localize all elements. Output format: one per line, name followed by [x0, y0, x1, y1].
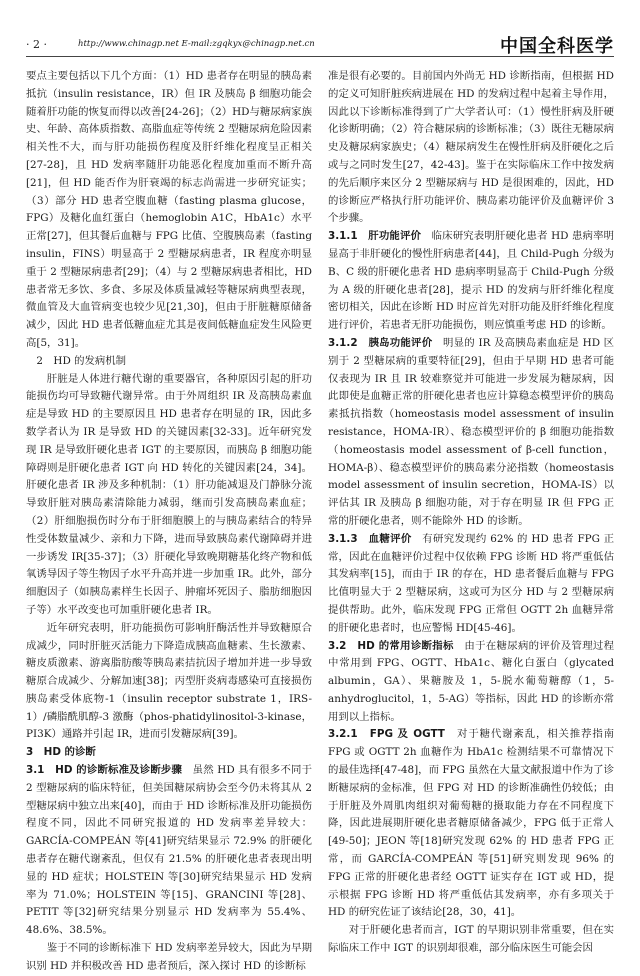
- subsection-heading: 3.2.1 FPG 及 OGTT: [328, 728, 445, 741]
- right-column: [328, 68, 615, 955]
- paragraph-text: 明显的 IR 及高胰岛素血症是 HD 区别于 2 型糖尿病的重要特征[29]，但由于早期 HD 患者可能仅表现为 IR 且 IR 较难察觉并可能进一步发展为糖尿病，因此即使是血糖正常的肝硬化患者也应计算稳态模型评价的胰岛素抵抗指数（homeostasis model assessment of insulin resistance，HOMA-IR）、稳态模型评价的 β 细胞功能指数（homeostasis model assessment of β-cell function，HOMA-β）、稳态模型评价的胰岛素分泌指数（homeostasis model assessment of insulin secretion，HOMA-IS）以评估其 IR 及胰岛 β 细胞功能，对于存在明显 IR 但 FPG 正常的肝硬化患者，则不能除外 HD 的诊断。: [328, 336, 615, 527]
- journal-logo: 中国全科医学: [500, 36, 614, 57]
- section-heading: 3 HD 的诊断: [26, 746, 96, 759]
- paragraph: 对于肝硬化患者而言，IGT 的早期识别非常重要，但在实际临床工作中 IGT 的识别却很难，部分临床医生可能会因: [328, 924, 614, 955]
- paragraph: [328, 726, 614, 922]
- paragraph: [328, 335, 614, 531]
- paragraph-text: 虽然 HD 具有很多不同于 2 型糖尿病的临床特征，但美国糖尿病协会至今仍未将其从 2 型糖尿病中独立出来[40]，而由于 HD 诊断标准及肝功能损伤程度不同，因此不同研究报道的 HD 发病率差异较大：GARCÍA-COMPEÁN 等[41]研究结果显示 72.9% 的肝硬化患者存在糖代谢紊乱，但仅有 21.5% 的肝硬化患者表现出明显的 HD 症状；HOLSTEIN 等[30]研究结果显示 HD 发病率为 71.0%；HOLSTEIN 等[15]、GRANCINI 等[28]、PETIT 等[32]研究结果分别显示 HD 发病率为 55.4%、48.6%、38.5%。: [26, 764, 312, 937]
- subsection-heading: 3.2 HD 的常用诊断指标: [328, 639, 454, 652]
- page-number: · 2 ·: [26, 38, 47, 51]
- paragraph: 准是很有必要的。目前国内外尚无 HD 诊断指南，但根据 HD 的定义可知肝脏疾病进展在 HD 的发病过程中起着主导作用，因此以下诊断标准得到了广大学者认可：（1）慢性肝病及肝硬化诊断明确；（2）符合糖尿病的诊断标准；（3）既往无糖尿病史及糖尿病家族史；（4）糖尿病发生在慢性肝病及肝硬化之后或与之同时发生[27，42-43]。鉴于在实际临床工作中按发病的先后顺序来区分 2 型糖尿病与 HD 是很困难的，因此，HD 的诊断应严格执行肝功能评价、胰岛素功能评价及血糖评价 3 个步骤。: [328, 70, 614, 225]
- page-header: [26, 30, 614, 57]
- paragraph: 肝脏是人体进行糖代谢的重要器官，各种原因引起的肝功能损伤均可导致糖代谢异常。由于外周组织 IR 及高胰岛素血症是导致 HD 的主要原因且 HD 患者存在明显的 IR，因此多数学者认为 IR 是导致 HD 的关键因素[32-33]。近年研究发现 IR 是导致肝硬化患者 IGT 的主要原因，而胰岛 β 细胞功能障碍则是肝硬化患者 IGT 向 HD 转化的关键因素[24，34]。肝硬化患者 IR 涉及多种机制：（1）肝功能减退及门静脉分流导致肝脏对胰岛素清除能力减弱，继而引发高胰岛素血症；（2）肝细胞损伤时分布于肝细胞膜上的与胰岛素结合的特异性受体数量减少、亲和力下降，进而导致胰岛素代谢障碍并进一步诱发 IR[35-37]；（3）肝硬化导致晚期糖基化终产物和低氧诱导因子等生物因子水平升高并进一步加重 IR。此外，部分细胞因子（如胰岛素样生长因子、肿瘤坏死因子、脂肪细胞因子等）水平改变也可加重肝硬化患者 IR。: [26, 372, 312, 616]
- journal-url: http://www.chinagp.net E-mail:zgqkyx@chinagp.net.cn: [78, 39, 315, 49]
- paragraph-text: 对于糖代谢紊乱，相关推荐指南 FPG 或 OGTT 2h 血糖作为 HbA1c 检测结果不可靠情况下的最佳选择[47-48]，而 FPG 虽然在大量文献报道中作为了诊断糖尿病的金标准，但 FPG 对 HD 的诊断准确性仍较低；由于肝脏及外周肌肉组织对葡萄糖的摄取能力存在不同程度下降，因此进展期肝硬化患者糖原储备减少，FPG 低于正常人[49-50]；JEON 等[18]研究发现 62% 的 HD 患者 FPG 正常，而 GARCÍA-COMPEÁN 等[51]研究则发现 96% 的 FPG 正常的肝硬化患者经 OGTT 证实存在 IGT 或 HD，提示根据 FPG 诊断 HD 将严重低估其发病率，亦有多项关于 HD 的研究佐证了该结论[28，30，41]。: [328, 728, 615, 919]
- article-body: [26, 68, 615, 972]
- paragraph-text: 临床研究表明肝硬化患者 HD 患病率明显高于非肝硬化的慢性肝病患者[44]，且 Child-Pugh 分级为 B、C 级的肝硬化患者 HD 患病率明显高于 Child-Pugh 分级为 A 级的肝硬化患者[28]，提示 HD 的发病与肝纤维化程度密切相关，因此在诊断 HD 时应首先对肝功能及肝纤维化程度进行评价，若患者无肝功能损伤，则应慎重考虑 HD 的诊断。: [328, 230, 615, 332]
- paragraph: 要点主要包括以下几个方面：（1）HD 患者存在明显的胰岛素抵抗（insulin resistance，IR）但 IR 及胰岛 β 细胞功能会随着肝功能的恢复而得以改善[24-26]；（2）HD与糖尿病家族史、年龄、高体质指数、高脂血症等传统 2 型糖尿病危险因素相关性不大，而与肝功能损伤程度及肝纤维化程度呈正相关[27-28]，且 HD 发病率随肝功能恶化程度加重而不断升高[21]，但 HD 能否作为肝衰竭的标志尚需进一步研究证实；（3）部分 HD 患者空腹血糖（fasting plasma glucose，FPG）及糖化血红蛋白（hemoglobin A1C，HbA1c）水平正常[27]，但其餐后血糖与 FPG 比值、空腹胰岛素（fasting insulin，FINS）明显高于 2 型糖尿病患者，IR 程度亦明显重于 2 型糖尿病患者[29]；（4）与 2 型糖尿病患者相比，HD 患者常无多饮、多食、多尿及体质量减轻等糖尿病典型表现，微血管及大血管病变也较少见[21,30]，但由于肝脏糖原储备减少，因此 HD 患者低糖血症尤其是夜间低糖血症发生风险更高[5，31]。: [26, 70, 312, 349]
- paragraph: 鉴于不同的诊断标准下 HD 发病率差异较大，因此为早期识别 HD 并积极改善 HD 患者预后，深入探讨 HD 的诊断标: [26, 942, 312, 972]
- section-heading: 2 HD 的发病机制: [36, 354, 127, 367]
- paragraph-text: 由于在糖尿病的评价及管理过程中常用到 FPG、OGTT、HbA1c、糖化白蛋白（glycated albumin，GA）、果糖胺及 1，5-脱水葡萄糖醇（1，5-anhydroglucitol，1，5-AG）等指标，因此 HD 的诊断亦常用到以上指标。: [328, 639, 615, 723]
- paragraph: [328, 638, 614, 727]
- paragraph: [328, 228, 614, 335]
- paragraph: [26, 762, 312, 940]
- left-column: [26, 68, 312, 972]
- subsection-heading: 3.1 HD 的诊断标准及诊断步骤: [26, 764, 183, 777]
- paragraph-text: 有研究发现约 62% 的 HD 患者 FPG 正常，因此在血糖评价过程中仅依赖 FPG 诊断 HD 将严重低估其发病率[15]，而由于 IR 的存在，HD 患者餐后血糖与 FPG 比值明显大于 2 型糖尿病，这或可为区分 HD 与 2 型糖尿病提供帮助。此外，临床发现 FPG 正常但 OGTT 2h 血糖异常的肝硬化患者时，也应警惕 HD[45-46]。: [328, 532, 614, 634]
- subsection-heading: 3.1.2 胰岛功能评价: [328, 336, 433, 349]
- subsection-heading: 3.1.1 肝功能评价: [328, 230, 422, 243]
- paragraph: [328, 531, 614, 638]
- paragraph: 近年研究表明，肝功能损伤可影响肝酶活性并导致糖原合成减少，同时肝脏灭活能力下降造成胰高血糖素、生长激素、糖皮质激素、游离脂肪酸等胰岛素拮抗因子增加并进一步导致糖原合成减少、分解加速[38]；丙型肝炎病毒感染可直接损伤胰岛素受体底物-1（insulin receptor substrate 1，IRS-1）/磷脂酰肌醇-3 激酶（phos-phatidylinositol-3-kinase，PI3K）通路并引起 IR，进而引发糖尿病[39]。: [26, 621, 312, 741]
- subsection-heading: 3.1.3 血糖评价: [328, 532, 412, 545]
